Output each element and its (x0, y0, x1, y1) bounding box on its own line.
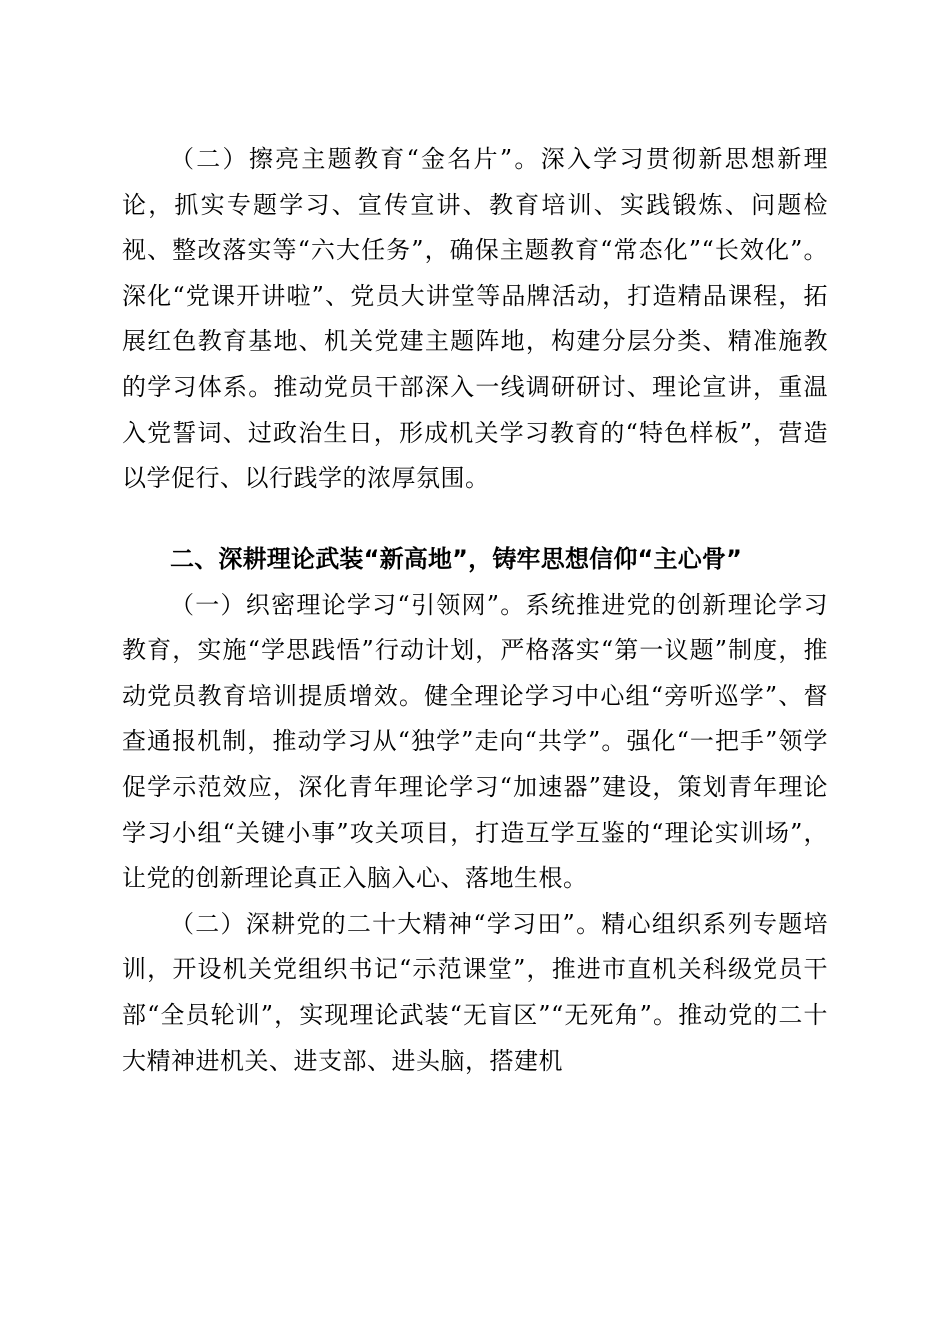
paragraph-twentieth-congress: （二）深耕党的二十大精神“学习田”。精心组织系列专题培训，开设机关党组织书记“示范课堂”，推进市直机关科级党员干部“全员轮训”，实现理论武装“无盲区”“无死角”。推动党的二十大精神进机关、进支部、进头脑，搭建机 (122, 909, 828, 1075)
section-1 (122, 137, 828, 502)
paragraph-theory-study: （一）织密理论学习“引领网”。系统推进党的创新理论学习教育，实施“学思践悟”行动计划，严格落实“第一议题”制度，推动党员教育培训提质增效。健全理论学习中心组“旁听巡学”、督查通报机制，推动学习从“独学”走向“共学”。强化“一把手”领学促学示范效应，深化青年理论学习“加速器”建设，策划青年理论学习小组“关键小事”攻关项目，打造互学互鉴的“理论实训场”，让党的创新理论真正入脑入心、落地生根。 (122, 590, 828, 893)
section-2 (122, 537, 828, 1084)
section-heading: 二、深耕理论武装“新高地”，铸牢思想信仰“主心骨” (170, 545, 743, 573)
paragraph-theme-education: （二）擦亮主题教育“金名片”。深入学习贯彻新思想新理论，抓实专题学习、宣传宣讲、教育培训、实践锻炼、问题检视、整改落实等“六大任务”，确保主题教育“常态化”“长效化”。深化“党课开讲啦”、党员大讲堂等品牌活动，打造精品课程，拓展红色教育基地、机关党建主题阵地，构建分层分类、精准施教的学习体系。推动党员干部深入一线调研研讨、理论宣讲，重温入党誓词、过政治生日，形成机关学习教育的“特色样板”，营造以学促行、以行践学的浓厚氛围。 (122, 145, 828, 493)
